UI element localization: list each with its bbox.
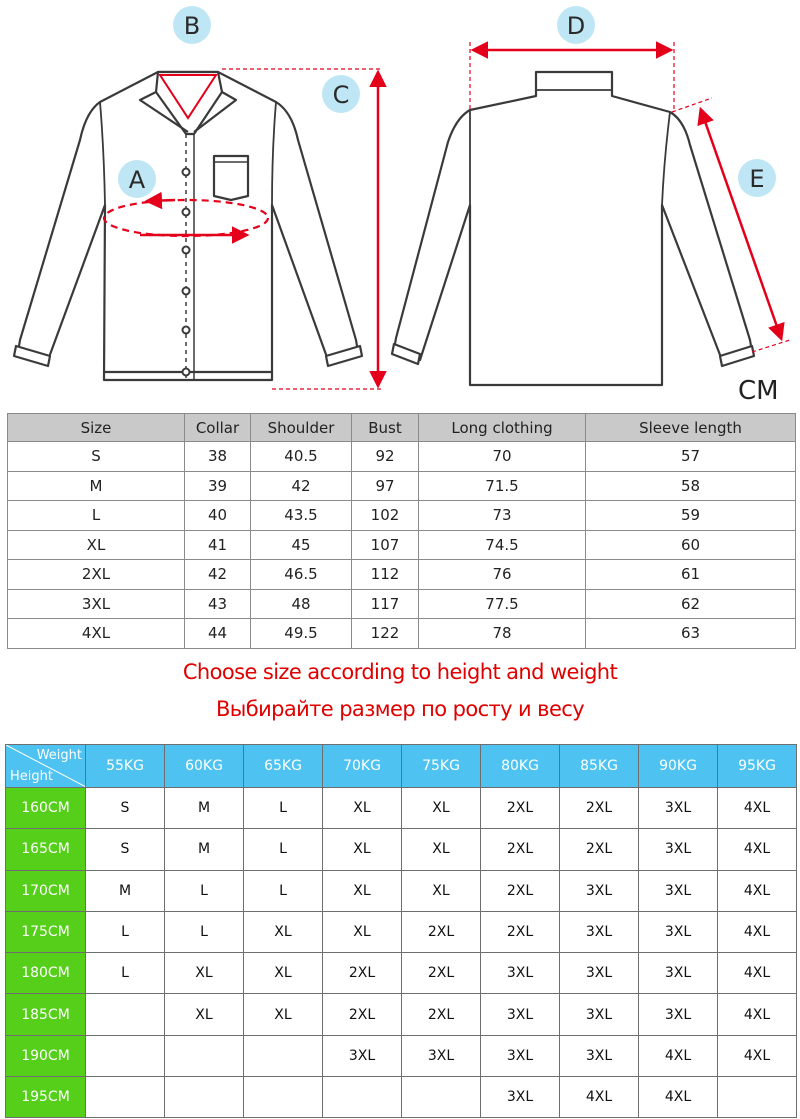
recommended-size-cell: 4XL: [718, 870, 797, 911]
measurement-cell: 76: [419, 560, 586, 590]
height-cell: 160CM: [6, 788, 86, 829]
recommended-size-cell: XL: [244, 953, 323, 994]
height-row: [6, 1077, 797, 1118]
label-b: [173, 6, 211, 44]
recommended-size-cell: 4XL: [718, 1035, 797, 1076]
measurement-cell: 117: [352, 589, 419, 619]
weight-header: 85KG: [560, 745, 639, 788]
svg-text:E: E: [749, 165, 765, 193]
recommended-size-cell: XL: [323, 911, 402, 952]
measurement-cell: 60: [586, 530, 796, 560]
weight-header: 55KG: [86, 745, 165, 788]
corner-weight-label: Weight: [36, 748, 82, 763]
svg-text:C: C: [332, 81, 350, 109]
size-cell: 2XL: [8, 560, 185, 590]
recommended-size-cell: 4XL: [718, 953, 797, 994]
recommended-size-cell: XL: [323, 788, 402, 829]
measurement-row: [8, 530, 796, 560]
recommended-size-cell: 2XL: [481, 870, 560, 911]
size-cell: M: [8, 471, 185, 501]
recommended-size-cell: 2XL: [402, 953, 481, 994]
size-cell: 4XL: [8, 619, 185, 649]
recommended-size-cell: 4XL: [639, 1035, 718, 1076]
height-cell: 185CM: [6, 994, 86, 1035]
weight-header: 65KG: [244, 745, 323, 788]
height-weight-size-table: [5, 744, 797, 1118]
recommended-size-cell: [86, 1077, 165, 1118]
recommended-size-cell: 3XL: [639, 994, 718, 1035]
recommended-size-cell: [165, 1077, 244, 1118]
recommended-size-cell: [718, 1077, 797, 1118]
measurement-cell: 39: [185, 471, 251, 501]
recommended-size-cell: 2XL: [481, 911, 560, 952]
recommended-size-cell: [165, 1035, 244, 1076]
weight-header: 70KG: [323, 745, 402, 788]
weight-header: 75KG: [402, 745, 481, 788]
measurement-cell: 43: [185, 589, 251, 619]
recommended-size-cell: 3XL: [639, 870, 718, 911]
height-cell: 190CM: [6, 1035, 86, 1076]
measurement-cell: 41: [185, 530, 251, 560]
recommended-size-cell: [323, 1077, 402, 1118]
measurement-cell: 42: [185, 560, 251, 590]
recommended-size-cell: [86, 994, 165, 1035]
recommended-size-cell: 3XL: [639, 829, 718, 870]
unit-label: CM: [738, 376, 779, 406]
height-cell: 195CM: [6, 1077, 86, 1118]
measurement-cell: 49.5: [251, 619, 352, 649]
height-cell: 175CM: [6, 911, 86, 952]
corner-cell: [6, 745, 86, 788]
recommended-size-cell: 3XL: [481, 1035, 560, 1076]
recommended-size-cell: 2XL: [402, 911, 481, 952]
recommended-size-cell: [244, 1035, 323, 1076]
measurement-cell: 61: [586, 560, 796, 590]
recommended-size-cell: 3XL: [481, 994, 560, 1035]
height-row: [6, 953, 797, 994]
recommended-size-cell: 2XL: [323, 994, 402, 1035]
recommended-size-cell: XL: [165, 994, 244, 1035]
sleeve-guide-bottom: [752, 340, 790, 352]
measurement-cell: 122: [352, 619, 419, 649]
recommended-size-cell: S: [86, 788, 165, 829]
recommended-size-cell: L: [86, 911, 165, 952]
recommended-size-cell: M: [165, 788, 244, 829]
recommended-size-cell: XL: [244, 994, 323, 1035]
column-header: Collar: [185, 414, 251, 442]
label-c: [322, 75, 360, 113]
height-cell: 180CM: [6, 953, 86, 994]
recommended-size-cell: 3XL: [639, 911, 718, 952]
measurement-row: [8, 589, 796, 619]
height-cell: 165CM: [6, 829, 86, 870]
measurement-cell: 74.5: [419, 530, 586, 560]
measurement-row: [8, 560, 796, 590]
height-row: [6, 788, 797, 829]
measurement-header-row: [8, 414, 796, 442]
label-d: [557, 6, 595, 44]
weight-header: 90KG: [639, 745, 718, 788]
measurement-cell: 70: [419, 442, 586, 472]
recommended-size-cell: L: [244, 829, 323, 870]
height-row: [6, 829, 797, 870]
measurement-cell: 42: [251, 471, 352, 501]
svg-text:A: A: [128, 166, 146, 194]
recommended-size-cell: L: [165, 911, 244, 952]
recommended-size-cell: L: [244, 870, 323, 911]
measurement-row: [8, 471, 796, 501]
svg-text:D: D: [566, 12, 586, 40]
recommended-size-cell: [244, 1077, 323, 1118]
weight-header: 80KG: [481, 745, 560, 788]
label-a: [118, 160, 156, 198]
measurement-cell: 107: [352, 530, 419, 560]
recommended-size-cell: [86, 1035, 165, 1076]
measurement-cell: 59: [586, 501, 796, 531]
recommended-size-cell: XL: [244, 911, 323, 952]
column-header: Sleeve length: [586, 414, 796, 442]
measurement-cell: 112: [352, 560, 419, 590]
advice-russian: Выбирайте размер по росту и весу: [215, 697, 585, 721]
shirt-back-drawing: [392, 72, 754, 385]
measurement-row: [8, 619, 796, 649]
measurement-cell: 78: [419, 619, 586, 649]
measurement-cell: 62: [586, 589, 796, 619]
recommended-size-cell: M: [86, 870, 165, 911]
measurement-cell: 71.5: [419, 471, 586, 501]
shirt-measurement-diagram: [0, 0, 800, 400]
recommended-size-cell: [402, 1077, 481, 1118]
measurement-cell: 43.5: [251, 501, 352, 531]
recommended-size-cell: 4XL: [718, 911, 797, 952]
sleeve-guide-top: [672, 98, 712, 112]
height-row: [6, 994, 797, 1035]
recommended-size-cell: 3XL: [323, 1035, 402, 1076]
measurement-row: [8, 501, 796, 531]
measurement-cell: 40: [185, 501, 251, 531]
recommended-size-cell: 3XL: [402, 1035, 481, 1076]
measurement-cell: 73: [419, 501, 586, 531]
height-row: [6, 1035, 797, 1076]
measurement-cell: 97: [352, 471, 419, 501]
recommended-size-cell: 3XL: [560, 911, 639, 952]
recommended-size-cell: 4XL: [639, 1077, 718, 1118]
weight-header-row: [6, 745, 797, 788]
weight-header: 95KG: [718, 745, 797, 788]
recommended-size-cell: XL: [323, 829, 402, 870]
recommended-size-cell: XL: [402, 788, 481, 829]
column-header: Shoulder: [251, 414, 352, 442]
recommended-size-cell: 3XL: [560, 1035, 639, 1076]
recommended-size-cell: XL: [323, 870, 402, 911]
measurement-cell: 92: [352, 442, 419, 472]
measurement-cell: 57: [586, 442, 796, 472]
recommended-size-cell: 2XL: [560, 788, 639, 829]
recommended-size-cell: 4XL: [560, 1077, 639, 1118]
measurement-row: [8, 442, 796, 472]
recommended-size-cell: M: [165, 829, 244, 870]
measurement-cell: 58: [586, 471, 796, 501]
recommended-size-cell: 2XL: [481, 829, 560, 870]
recommended-size-cell: XL: [402, 870, 481, 911]
recommended-size-cell: 2XL: [323, 953, 402, 994]
advice-english: Choose size according to height and weight: [182, 660, 618, 684]
size-cell: L: [8, 501, 185, 531]
measurement-cell: 77.5: [419, 589, 586, 619]
size-cell: XL: [8, 530, 185, 560]
recommended-size-cell: 2XL: [560, 829, 639, 870]
height-row: [6, 870, 797, 911]
measurement-cell: 102: [352, 501, 419, 531]
recommended-size-cell: 4XL: [718, 788, 797, 829]
recommended-size-cell: L: [86, 953, 165, 994]
measurement-cell: 40.5: [251, 442, 352, 472]
recommended-size-cell: 3XL: [639, 953, 718, 994]
measurement-table: [7, 413, 796, 649]
column-header: Size: [8, 414, 185, 442]
recommended-size-cell: 2XL: [481, 788, 560, 829]
recommended-size-cell: 3XL: [481, 953, 560, 994]
measurement-cell: 46.5: [251, 560, 352, 590]
recommended-size-cell: 4XL: [718, 994, 797, 1035]
svg-text:B: B: [183, 12, 201, 40]
recommended-size-cell: 3XL: [560, 953, 639, 994]
recommended-size-cell: L: [244, 788, 323, 829]
recommended-size-cell: S: [86, 829, 165, 870]
recommended-size-cell: XL: [402, 829, 481, 870]
corner-height-label: Height: [10, 769, 53, 784]
height-row: [6, 911, 797, 952]
column-header: Long clothing: [419, 414, 586, 442]
measurement-cell: 48: [251, 589, 352, 619]
column-header: Bust: [352, 414, 419, 442]
measurement-cell: 38: [185, 442, 251, 472]
bust-arrow-back: [148, 200, 175, 201]
recommended-size-cell: 4XL: [718, 829, 797, 870]
measurement-cell: 45: [251, 530, 352, 560]
recommended-size-cell: XL: [165, 953, 244, 994]
recommended-size-cell: L: [165, 870, 244, 911]
recommended-size-cell: 3XL: [560, 994, 639, 1035]
recommended-size-cell: 2XL: [402, 994, 481, 1035]
size-cell: 3XL: [8, 589, 185, 619]
label-e: [738, 159, 776, 197]
recommended-size-cell: 3XL: [481, 1077, 560, 1118]
recommended-size-cell: 3XL: [639, 788, 718, 829]
size-cell: S: [8, 442, 185, 472]
recommended-size-cell: 3XL: [560, 870, 639, 911]
height-cell: 170CM: [6, 870, 86, 911]
weight-header: 60KG: [165, 745, 244, 788]
measurement-cell: 44: [185, 619, 251, 649]
measurement-cell: 63: [586, 619, 796, 649]
